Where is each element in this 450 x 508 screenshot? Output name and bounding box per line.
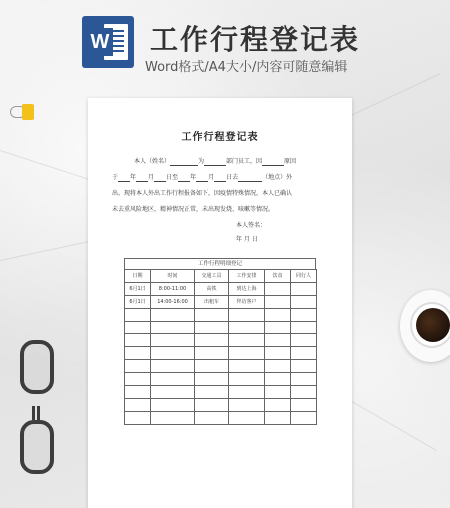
table-cell[interactable] bbox=[125, 373, 151, 386]
table-row bbox=[125, 308, 317, 321]
table-cell[interactable] bbox=[195, 308, 229, 321]
table-cell[interactable] bbox=[195, 373, 229, 386]
column-header: 工作安排 bbox=[229, 270, 265, 283]
logo-letter: W bbox=[87, 28, 113, 56]
table-cell[interactable] bbox=[229, 347, 265, 360]
table-cell[interactable]: 6月1日 bbox=[125, 282, 151, 295]
table-cell[interactable] bbox=[291, 308, 317, 321]
table-cell[interactable] bbox=[265, 321, 291, 334]
table-cell[interactable] bbox=[229, 308, 265, 321]
table-cell[interactable] bbox=[125, 347, 151, 360]
marble-vein bbox=[0, 241, 88, 261]
table-cell[interactable]: 出租车 bbox=[195, 295, 229, 308]
binder-clip-icon bbox=[10, 101, 36, 123]
table-cell[interactable] bbox=[265, 373, 291, 386]
paragraph-line-2: 于 年 月 日至 年 月 日去 （地点）外 bbox=[112, 174, 293, 181]
table-cell[interactable] bbox=[265, 308, 291, 321]
date-label: 年 月 日 bbox=[236, 236, 258, 243]
table-cell[interactable] bbox=[291, 360, 317, 373]
table-row bbox=[125, 334, 317, 347]
table-cell[interactable] bbox=[229, 373, 265, 386]
table-cell[interactable] bbox=[151, 308, 195, 321]
table-cell[interactable] bbox=[151, 398, 195, 411]
glasses-decoration bbox=[14, 340, 64, 480]
table-cell[interactable] bbox=[151, 373, 195, 386]
table-cell[interactable] bbox=[265, 334, 291, 347]
table-cell[interactable]: 6月1日 bbox=[125, 295, 151, 308]
word-logo-icon bbox=[82, 16, 134, 68]
table-body bbox=[125, 282, 317, 424]
table-cell[interactable] bbox=[195, 347, 229, 360]
table-cell[interactable] bbox=[291, 295, 317, 308]
table-cell[interactable]: 到达上海 bbox=[229, 282, 265, 295]
table-cell[interactable] bbox=[291, 282, 317, 295]
table-cell[interactable] bbox=[151, 360, 195, 373]
table-cell[interactable] bbox=[291, 321, 317, 334]
table-cell[interactable] bbox=[151, 334, 195, 347]
table-row bbox=[125, 282, 317, 295]
paragraph-line-4: 未去重风险地区，精神情况正常，未出现发烧、咳嗽等情况。 bbox=[112, 206, 275, 213]
column-header: 日期 bbox=[125, 270, 151, 283]
table-cell[interactable] bbox=[291, 398, 317, 411]
table-cell[interactable] bbox=[125, 334, 151, 347]
table-cell[interactable] bbox=[151, 386, 195, 399]
table-cell[interactable] bbox=[265, 347, 291, 360]
table-cell[interactable] bbox=[291, 373, 317, 386]
table-cell[interactable] bbox=[291, 334, 317, 347]
table-cell[interactable] bbox=[125, 308, 151, 321]
paragraph-line-3: 出。现将本人外出工作行程报备如下，因疫情特殊情况，本人已确认 bbox=[112, 190, 293, 197]
column-header: 时间 bbox=[151, 270, 195, 283]
table-cell[interactable] bbox=[195, 398, 229, 411]
table-row bbox=[125, 360, 317, 373]
table-row bbox=[125, 411, 317, 424]
table-cell[interactable] bbox=[229, 411, 265, 424]
signature-label: 本人签名： bbox=[236, 222, 267, 229]
table-cell[interactable] bbox=[151, 411, 195, 424]
table-cell[interactable] bbox=[125, 398, 151, 411]
table-cell[interactable] bbox=[195, 321, 229, 334]
table-cell[interactable] bbox=[125, 360, 151, 373]
table-cell[interactable] bbox=[229, 398, 265, 411]
table-row bbox=[125, 386, 317, 399]
table-cell[interactable] bbox=[265, 360, 291, 373]
table-cell[interactable] bbox=[229, 360, 265, 373]
table-cell[interactable]: 8:00-11:00 bbox=[151, 282, 195, 295]
column-header: 交通工具 bbox=[195, 270, 229, 283]
page-title: 工作行程登记表 bbox=[150, 23, 361, 56]
document-paper bbox=[88, 98, 352, 508]
table-cell[interactable]: 高铁 bbox=[195, 282, 229, 295]
table-cell[interactable] bbox=[195, 360, 229, 373]
table-row bbox=[125, 321, 317, 334]
table-cell[interactable] bbox=[125, 386, 151, 399]
table-header-row bbox=[125, 270, 317, 283]
table-cell[interactable] bbox=[125, 321, 151, 334]
table-cell[interactable] bbox=[125, 411, 151, 424]
paragraph-line-1: 本人（姓名） 为 部门员工，因 原因 bbox=[134, 158, 297, 165]
column-header: 同行人 bbox=[291, 270, 317, 283]
table-caption: 工作行程明细登记 bbox=[124, 258, 316, 269]
itinerary-table bbox=[124, 258, 316, 425]
table-cell[interactable] bbox=[195, 386, 229, 399]
table-cell[interactable] bbox=[151, 321, 195, 334]
table-cell[interactable] bbox=[265, 282, 291, 295]
table-cell[interactable] bbox=[229, 386, 265, 399]
page-subtitle: Word格式/A4大小/内容可随意编辑 bbox=[145, 60, 348, 75]
table-cell[interactable] bbox=[291, 411, 317, 424]
document-title: 工作行程登记表 bbox=[181, 132, 259, 143]
table-cell[interactable] bbox=[265, 411, 291, 424]
table-cell[interactable]: 拜访客户 bbox=[229, 295, 265, 308]
table-cell[interactable] bbox=[291, 386, 317, 399]
table-cell[interactable]: 14:00-16:00 bbox=[151, 295, 195, 308]
table-cell[interactable] bbox=[265, 398, 291, 411]
table-cell[interactable] bbox=[265, 295, 291, 308]
table-row bbox=[125, 398, 317, 411]
table-row bbox=[125, 347, 317, 360]
header bbox=[0, 0, 450, 92]
table-cell[interactable] bbox=[195, 411, 229, 424]
table-cell[interactable] bbox=[151, 347, 195, 360]
table-row bbox=[125, 295, 317, 308]
table-cell[interactable] bbox=[229, 334, 265, 347]
table-cell[interactable] bbox=[229, 321, 265, 334]
column-header: 饮食 bbox=[265, 270, 291, 283]
table-row bbox=[125, 373, 317, 386]
table-cell[interactable] bbox=[195, 334, 229, 347]
marble-vein bbox=[350, 400, 437, 451]
table-cell[interactable] bbox=[291, 347, 317, 360]
table-cell[interactable] bbox=[265, 386, 291, 399]
coffee-cup-decoration bbox=[398, 286, 450, 366]
